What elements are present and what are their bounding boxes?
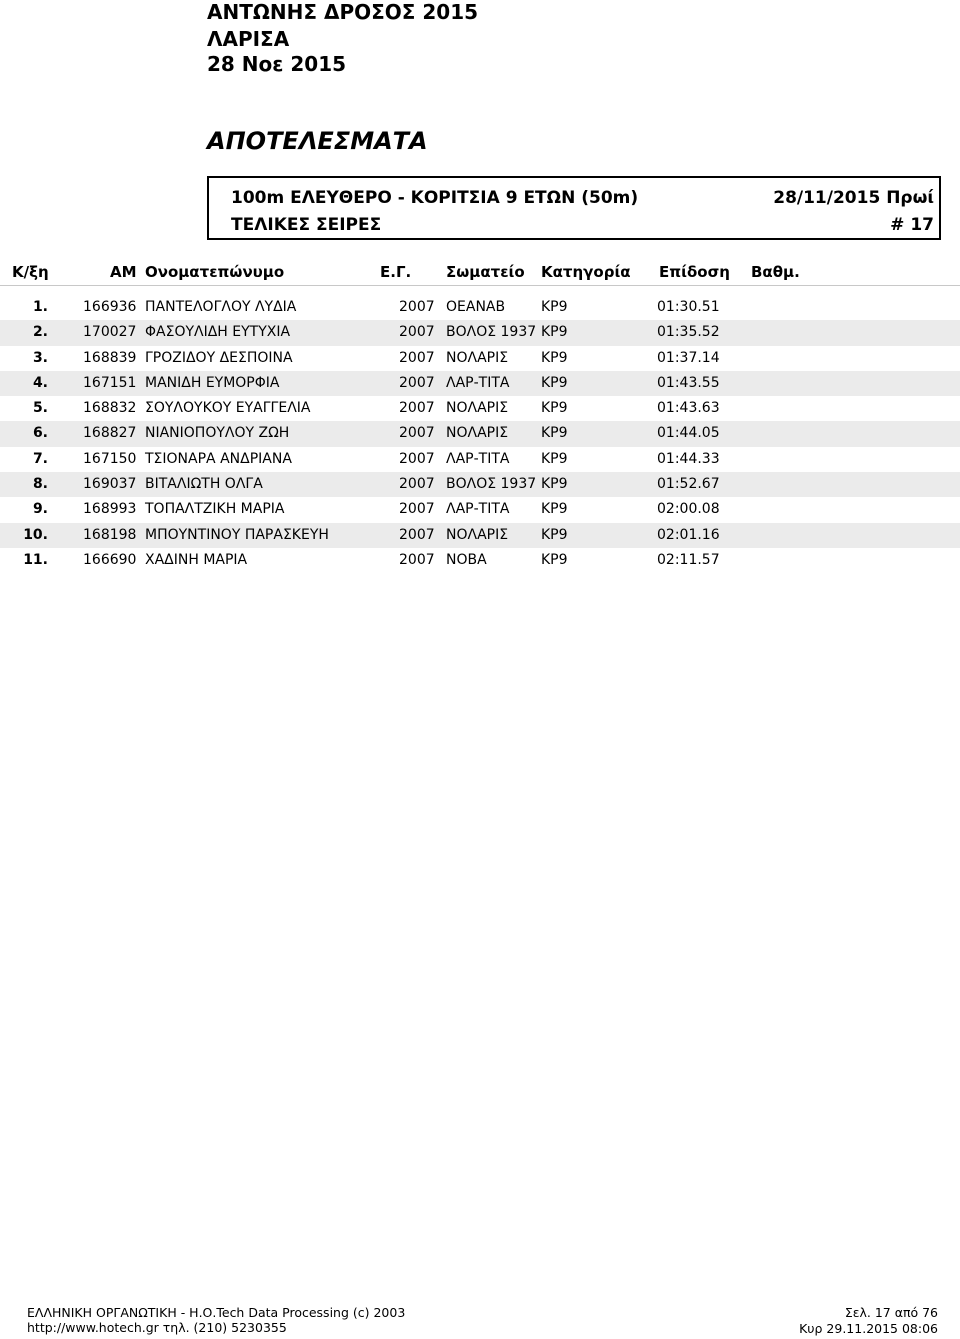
result-category: ΚΡ9 [541, 349, 568, 366]
col-rank: Κ/ξη [12, 263, 49, 281]
result-name: ΦΑΣΟΥΛΙΔΗ ΕΥΤΥΧΙΑ [145, 324, 291, 341]
result-name: ΤΣΙΟΝΑΡΑ ΑΝΔΡΙΑΝΑ [145, 450, 292, 467]
header-rule [0, 285, 960, 286]
result-am: 168839 [83, 349, 137, 366]
result-time: 01:52.67 [657, 476, 720, 493]
result-am: 170027 [83, 324, 137, 341]
result-name: ΤΟΠΑΛΤΖΙΚΗ ΜΑΡΙΑ [145, 501, 285, 518]
result-rank: 6. [32, 425, 48, 442]
result-year: 2007 [399, 324, 435, 341]
result-club: ΝΟΛΑΡΙΣ [446, 349, 509, 366]
result-club: ΛΑΡ-ΤΙΤΑ [446, 450, 510, 467]
result-time: 01:30.51 [657, 299, 720, 315]
round-name: ΤΕΛΙΚΕΣ ΣΕΙΡΕΣ [231, 215, 382, 235]
result-name: ΓΡΟΖΙΔΟΥ ΔΕΣΠΟΙΝΑ [145, 349, 293, 366]
table-row [0, 447, 960, 472]
result-year: 2007 [399, 299, 435, 315]
result-name: ΜΑΝΙΔΗ ΕΥΜΟΡΦΙΑ [145, 374, 280, 391]
result-year: 2007 [399, 374, 435, 391]
table-row [0, 472, 960, 497]
col-year: Ε.Γ. [380, 263, 412, 281]
result-time: 01:35.52 [657, 324, 720, 341]
result-name: ΧΑΔΙΝΗ ΜΑΡΙΑ [145, 551, 248, 568]
col-club: Σωματείο [446, 263, 525, 281]
result-category: ΚΡ9 [541, 425, 568, 442]
result-club: ΛΑΡ-ΤΙΤΑ [446, 501, 510, 518]
footer-contact: http://www.hotech.gr τηλ. (210) 5230355 [27, 1320, 287, 1335]
event-box [207, 176, 941, 240]
result-rank: 9. [32, 501, 48, 518]
result-rank: 2. [32, 324, 48, 341]
result-year: 2007 [399, 400, 435, 417]
result-year: 2007 [399, 476, 435, 493]
result-category: ΚΡ9 [541, 501, 568, 518]
result-name: ΒΙΤΑΛΙΩΤΗ ΟΛΓΑ [145, 476, 263, 493]
table-row [0, 497, 960, 522]
result-time: 01:44.05 [657, 425, 720, 442]
result-category: ΚΡ9 [541, 299, 568, 315]
result-am: 167150 [83, 450, 137, 467]
result-category: ΚΡ9 [541, 400, 568, 417]
result-rank: 10. [23, 526, 48, 543]
result-time: 01:44.33 [657, 450, 720, 467]
result-rank: 1. [32, 299, 48, 315]
table-row [0, 320, 960, 345]
result-rank: 11. [23, 551, 48, 568]
table-row [0, 295, 960, 320]
result-rank: 3. [32, 349, 48, 366]
result-time: 01:37.14 [657, 349, 720, 366]
result-time: 01:43.55 [657, 374, 720, 391]
result-am: 168993 [83, 501, 137, 518]
event-name: 100m ΕΛΕΥΘΕΡΟ - ΚΟΡΙΤΣΙΑ 9 ΕΤΩΝ (50m) [231, 188, 639, 208]
result-time: 01:43.63 [657, 400, 720, 417]
result-category: ΚΡ9 [541, 476, 568, 493]
result-category: ΚΡ9 [541, 450, 568, 467]
col-name: Ονοματεπώνυμο [145, 263, 285, 281]
result-rank: 7. [32, 450, 48, 467]
result-name: ΝΙΑΝΙΟΠΟΥΛΟΥ ΖΩΗ [145, 425, 290, 442]
footer-page-number: Σελ. 17 από 76 [844, 1305, 938, 1320]
result-year: 2007 [399, 501, 435, 518]
col-am: ΑΜ [110, 263, 137, 281]
meet-date: 28 Νοε 2015 [207, 52, 347, 76]
result-club: ΝΟΛΑΡΙΣ [446, 425, 509, 442]
section-title: ΑΠΟΤΕΛΕΣΜΑΤΑ [207, 127, 428, 155]
result-year: 2007 [399, 450, 435, 467]
table-row [0, 371, 960, 396]
results-table [0, 295, 960, 573]
footer-organizer: ΕΛΛΗΝΙΚΗ ΟΡΓΑΝΩΤΙΚΗ - Η.Ο.Tech Data Processing (c) 2003 [27, 1305, 406, 1320]
result-am: 166936 [83, 299, 137, 315]
result-club: ΝΟΒΑ [446, 551, 487, 568]
table-row [0, 548, 960, 573]
result-category: ΚΡ9 [541, 324, 568, 341]
result-category: ΚΡ9 [541, 374, 568, 391]
result-am: 169037 [83, 476, 137, 493]
footer-print-datetime: Κυρ 29.11.2015 08:06 [799, 1321, 938, 1336]
heat-number: # 17 [890, 215, 934, 235]
result-time: 02:01.16 [657, 526, 720, 543]
result-time: 02:11.57 [657, 551, 720, 568]
result-year: 2007 [399, 425, 435, 442]
result-year: 2007 [399, 349, 435, 366]
result-rank: 8. [32, 476, 48, 493]
table-row [0, 346, 960, 371]
table-row [0, 523, 960, 548]
col-points: Βαθμ. [751, 263, 800, 281]
result-year: 2007 [399, 526, 435, 543]
result-club: ΒΟΛΟΣ 1937 [446, 476, 537, 493]
result-club: ΛΑΡ-ΤΙΤΑ [446, 374, 510, 391]
result-time: 02:00.08 [657, 501, 720, 518]
meet-city: ΛΑΡΙΣΑ [207, 27, 290, 51]
column-headers [0, 261, 960, 283]
result-am: 166690 [83, 551, 137, 568]
event-datetime: 28/11/2015 Πρωί [773, 188, 934, 208]
result-club: ΝΟΛΑΡΙΣ [446, 526, 509, 543]
result-club: ΒΟΛΟΣ 1937 [446, 324, 537, 341]
result-am: 168827 [83, 425, 137, 442]
result-year: 2007 [399, 551, 435, 568]
result-am: 168832 [83, 400, 137, 417]
meet-title: ΑΝΤΩΝΗΣ ΔΡΟΣΟΣ 2015 [207, 0, 479, 24]
result-name: ΠΑΝΤΕΛΟΓΛΟΥ ΛΥΔΙΑ [145, 299, 297, 315]
table-row [0, 421, 960, 446]
col-time: Επίδοση [659, 263, 730, 281]
result-am: 168198 [83, 526, 137, 543]
col-category: Κατηγορία [541, 263, 631, 281]
result-rank: 5. [32, 400, 48, 417]
result-name: ΜΠΟΥΝΤΙΝΟΥ ΠΑΡΑΣΚΕΥΗ [145, 526, 329, 543]
result-name: ΣΟΥΛΟΥΚΟΥ ΕΥΑΓΓΕΛΙΑ [145, 400, 311, 417]
result-am: 167151 [83, 374, 137, 391]
result-category: ΚΡ9 [541, 551, 568, 568]
table-row [0, 396, 960, 421]
result-category: ΚΡ9 [541, 526, 568, 543]
result-rank: 4. [32, 374, 48, 391]
result-club: ΝΟΛΑΡΙΣ [446, 400, 509, 417]
result-club: ΟΕΑΝΑΒ [446, 299, 506, 315]
